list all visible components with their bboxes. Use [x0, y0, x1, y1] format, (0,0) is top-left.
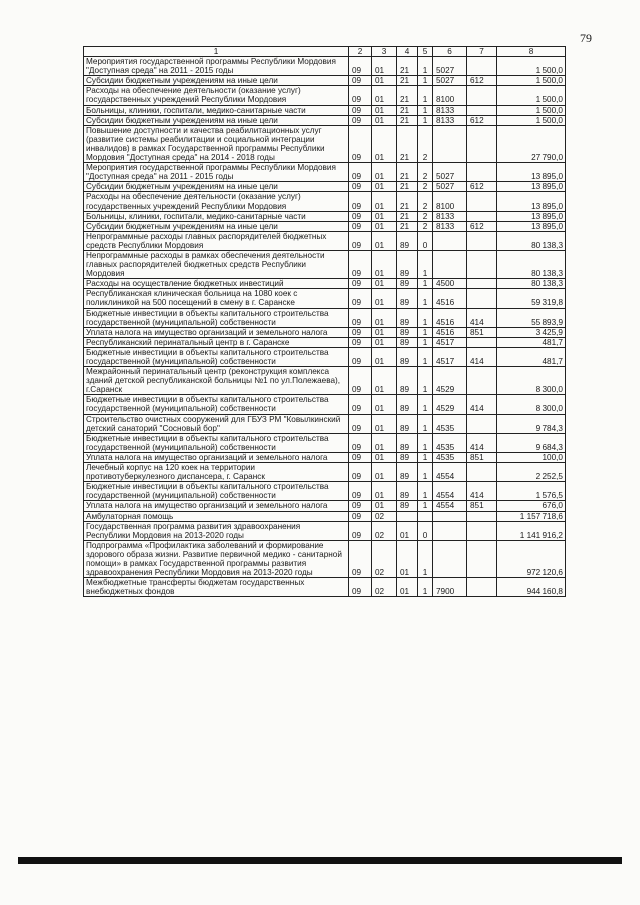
row-code-c4: 89 — [397, 482, 418, 501]
row-name: Лечебный корпус на 120 коек на территории противотуберкулезного диспансера, г. Саранск — [84, 463, 349, 482]
row-name: Уплата налога на имущество организаций и земельного налога — [84, 501, 349, 511]
row-code-c3: 01 — [372, 414, 397, 433]
row-code-c5: 1 — [418, 463, 433, 482]
row-code-c7 — [467, 279, 497, 289]
row-amount: 13 895,0 — [497, 221, 566, 231]
row-code-c7 — [467, 57, 497, 76]
row-code-c6: 4516 — [433, 289, 467, 308]
row-code-c5: 1 — [418, 279, 433, 289]
header-cell: 5 — [418, 47, 433, 57]
row-code-c6: 8133 — [433, 115, 467, 125]
row-name: Бюджетные инвестиции в объекты капитального строительства государственной (муниципальной) собственности — [84, 347, 349, 366]
row-code-c2: 09 — [349, 414, 372, 433]
table-row — [84, 86, 566, 105]
row-code-c6 — [433, 231, 467, 250]
table-row — [84, 76, 566, 86]
row-code-c3: 01 — [372, 452, 397, 462]
row-code-c6: 5027 — [433, 182, 467, 192]
row-name: Больницы, клиники, госпитали, медико-санитарные части — [84, 105, 349, 115]
table-row — [84, 211, 566, 221]
table-row — [84, 540, 566, 577]
row-name: Субсидии бюджетным учреждениям на иные цели — [84, 115, 349, 125]
row-code-c2: 09 — [349, 105, 372, 115]
row-code-c5: 0 — [418, 231, 433, 250]
row-code-c6: 4535 — [433, 452, 467, 462]
header-cell: 3 — [372, 47, 397, 57]
page-number: 79 — [580, 31, 592, 45]
row-code-c5: 2 — [418, 211, 433, 221]
row-code-c5: 1 — [418, 86, 433, 105]
row-code-c5: 1 — [418, 395, 433, 414]
row-code-c5: 2 — [418, 182, 433, 192]
row-code-c3: 01 — [372, 289, 397, 308]
row-code-c3: 02 — [372, 521, 397, 540]
row-code-c7 — [467, 578, 497, 597]
row-code-c3: 02 — [372, 578, 397, 597]
row-code-c7: 851 — [467, 327, 497, 337]
table-row — [84, 221, 566, 231]
row-name: Мероприятия государственной программы Республики Мордовия "Доступная среда" на 2011 - 2015 годы — [84, 163, 349, 182]
row-name: Строительство очистных сооружений для ГБУЗ РМ "Ковылкинский детский санаторий "Сосновый бор" — [84, 414, 349, 433]
header-cell: 1 — [84, 47, 349, 57]
row-code-c5: 1 — [418, 482, 433, 501]
row-code-c4: 21 — [397, 105, 418, 115]
row-code-c2: 09 — [349, 115, 372, 125]
row-amount: 80 138,3 — [497, 250, 566, 278]
row-amount: 1 500,0 — [497, 115, 566, 125]
row-code-c7 — [467, 163, 497, 182]
row-name: Бюджетные инвестиции в объекты капитального строительства государственной (муниципальной) собственности — [84, 433, 349, 452]
row-code-c6: 4554 — [433, 482, 467, 501]
row-code-c3: 02 — [372, 511, 397, 521]
table-body — [84, 57, 566, 597]
row-code-c7 — [467, 105, 497, 115]
table-row — [84, 231, 566, 250]
table-row — [84, 337, 566, 347]
header-cell: 8 — [497, 47, 566, 57]
row-code-c2: 09 — [349, 250, 372, 278]
row-code-c7: 612 — [467, 115, 497, 125]
row-amount: 80 138,3 — [497, 231, 566, 250]
table-row — [84, 463, 566, 482]
row-code-c4: 01 — [397, 521, 418, 540]
row-code-c6: 4517 — [433, 337, 467, 347]
row-amount: 27 790,0 — [497, 125, 566, 162]
row-code-c5: 1 — [418, 76, 433, 86]
row-name: Бюджетные инвестиции в объекты капитального строительства государственной (муниципальной) собственности — [84, 395, 349, 414]
table-row — [84, 578, 566, 597]
row-name: Субсидии бюджетным учреждениям на иные цели — [84, 221, 349, 231]
row-amount: 944 160,8 — [497, 578, 566, 597]
row-amount: 13 895,0 — [497, 182, 566, 192]
row-code-c2: 09 — [349, 125, 372, 162]
row-code-c6: 4517 — [433, 347, 467, 366]
table-header-row — [84, 47, 566, 57]
row-code-c4: 89 — [397, 289, 418, 308]
row-code-c4: 89 — [397, 327, 418, 337]
row-code-c4: 89 — [397, 231, 418, 250]
row-code-c3: 01 — [372, 192, 397, 211]
row-code-c2: 09 — [349, 578, 372, 597]
row-code-c2: 09 — [349, 395, 372, 414]
row-code-c5: 2 — [418, 192, 433, 211]
table-row — [84, 105, 566, 115]
row-code-c5: 1 — [418, 433, 433, 452]
row-amount: 1 500,0 — [497, 105, 566, 115]
row-code-c4: 21 — [397, 76, 418, 86]
row-amount: 80 138,3 — [497, 279, 566, 289]
row-amount: 1 157 718,6 — [497, 511, 566, 521]
row-code-c2: 09 — [349, 211, 372, 221]
row-code-c5: 1 — [418, 250, 433, 278]
row-code-c3: 01 — [372, 231, 397, 250]
row-code-c3: 02 — [372, 540, 397, 577]
row-code-c4: 21 — [397, 221, 418, 231]
row-name: Расходы на обеспечение деятельности (оказание услуг) государственных учреждений Республики Мордовия — [84, 192, 349, 211]
table-row — [84, 192, 566, 211]
row-code-c7 — [467, 86, 497, 105]
row-code-c4: 21 — [397, 192, 418, 211]
row-code-c6: 4529 — [433, 395, 467, 414]
row-code-c3: 01 — [372, 482, 397, 501]
row-code-c7: 414 — [467, 308, 497, 327]
table-row — [84, 250, 566, 278]
page-bottom-rule — [18, 857, 622, 864]
table-row — [84, 395, 566, 414]
row-code-c6: 8133 — [433, 105, 467, 115]
row-code-c7 — [467, 337, 497, 347]
row-name: Расходы на осуществление бюджетных инвестиций — [84, 279, 349, 289]
row-amount: 3 425,9 — [497, 327, 566, 337]
row-code-c7 — [467, 231, 497, 250]
row-code-c7 — [467, 125, 497, 162]
row-code-c3: 01 — [372, 367, 397, 395]
row-code-c7 — [467, 521, 497, 540]
row-code-c6: 8133 — [433, 221, 467, 231]
row-code-c4 — [397, 511, 418, 521]
row-code-c5 — [418, 511, 433, 521]
table-row — [84, 57, 566, 76]
row-amount: 100,0 — [497, 452, 566, 462]
row-code-c5: 0 — [418, 521, 433, 540]
header-cell: 7 — [467, 47, 497, 57]
row-amount: 1 141 916,2 — [497, 521, 566, 540]
row-name: Межбюджетные трансферты бюджетам государственных внебюджетных фондов — [84, 578, 349, 597]
row-code-c6: 4500 — [433, 279, 467, 289]
row-code-c3: 01 — [372, 250, 397, 278]
table-row — [84, 511, 566, 521]
row-code-c5: 2 — [418, 163, 433, 182]
row-code-c6: 4535 — [433, 414, 467, 433]
table-row — [84, 452, 566, 462]
row-code-c3: 01 — [372, 211, 397, 221]
row-code-c7: 414 — [467, 433, 497, 452]
row-code-c6 — [433, 540, 467, 577]
row-code-c7 — [467, 250, 497, 278]
row-name: Уплата налога на имущество организаций и земельного налога — [84, 452, 349, 462]
row-code-c7 — [467, 511, 497, 521]
table-row — [84, 347, 566, 366]
row-code-c2: 09 — [349, 279, 372, 289]
row-code-c4: 21 — [397, 86, 418, 105]
table-row — [84, 115, 566, 125]
row-name: Межрайонный перинатальный центр (реконструкция комплекса зданий детской республиканской больницы №1 по ул.Полежаева), г.Саранск — [84, 367, 349, 395]
row-code-c3: 01 — [372, 182, 397, 192]
table-row — [84, 163, 566, 182]
row-code-c3: 01 — [372, 115, 397, 125]
row-code-c3: 01 — [372, 125, 397, 162]
row-code-c7 — [467, 414, 497, 433]
row-name: Повышение доступности и качества реабилитационных услуг (развитие системы реабилитации и социальной интеграции инвалидов) в рамках Государственной программы Республики Мордовия "Доступная среда" на 2014 - 2018 годы — [84, 125, 349, 162]
row-code-c3: 01 — [372, 463, 397, 482]
row-code-c7 — [467, 211, 497, 221]
row-code-c5: 2 — [418, 125, 433, 162]
row-code-c3: 01 — [372, 105, 397, 115]
table-row — [84, 367, 566, 395]
row-code-c7 — [467, 367, 497, 395]
row-name: Подпрограмма «Профилактика заболеваний и формирование здорового образа жизни. Развитие первичной медико - санитарной помощи» в рамках Государственной программы развития здравоохранения Республики Мордовия на 2013-2020 годы — [84, 540, 349, 577]
row-code-c4: 21 — [397, 182, 418, 192]
row-code-c6: 4554 — [433, 501, 467, 511]
row-code-c2: 09 — [349, 192, 372, 211]
row-code-c5: 1 — [418, 501, 433, 511]
row-name: Расходы на обеспечение деятельности (оказание услуг) государственных учреждений Республики Мордовия — [84, 86, 349, 105]
row-code-c5: 2 — [418, 221, 433, 231]
row-name: Непрограммные расходы главных распорядителей бюджетных средств Республики Мордовия — [84, 231, 349, 250]
row-name: Непрограммные расходы в рамках обеспечения деятельности главных распорядителей бюджетных средств Республики Мордовия — [84, 250, 349, 278]
row-code-c6: 4529 — [433, 367, 467, 395]
budget-table — [83, 46, 566, 597]
row-amount: 1 576,5 — [497, 482, 566, 501]
row-name: Республиканская клиническая больница на 1080 коек с поликлиникой на 500 посещений в смену в г. Саранске — [84, 289, 349, 308]
row-code-c2: 09 — [349, 231, 372, 250]
row-code-c7: 414 — [467, 395, 497, 414]
row-name: Республиканский перинатальный центр в г. Саранске — [84, 337, 349, 347]
row-code-c2: 09 — [349, 337, 372, 347]
row-code-c2: 09 — [349, 501, 372, 511]
row-amount: 13 895,0 — [497, 211, 566, 221]
row-code-c4: 89 — [397, 250, 418, 278]
row-code-c3: 01 — [372, 163, 397, 182]
row-code-c2: 09 — [349, 347, 372, 366]
row-code-c7 — [467, 463, 497, 482]
row-name: Бюджетные инвестиции в объекты капитального строительства государственной (муниципальной) собственности — [84, 308, 349, 327]
row-code-c4: 21 — [397, 57, 418, 76]
table-row — [84, 482, 566, 501]
row-amount: 9 784,3 — [497, 414, 566, 433]
row-code-c2: 09 — [349, 308, 372, 327]
row-code-c7 — [467, 289, 497, 308]
row-code-c4: 21 — [397, 125, 418, 162]
row-code-c6: 7900 — [433, 578, 467, 597]
row-code-c2: 09 — [349, 327, 372, 337]
row-code-c4: 89 — [397, 463, 418, 482]
header-cell: 2 — [349, 47, 372, 57]
row-code-c4: 89 — [397, 337, 418, 347]
row-code-c2: 09 — [349, 452, 372, 462]
row-code-c6: 5027 — [433, 57, 467, 76]
row-amount: 8 300,0 — [497, 395, 566, 414]
row-code-c3: 01 — [372, 433, 397, 452]
row-code-c2: 09 — [349, 289, 372, 308]
row-name: Амбулаторная помощь — [84, 511, 349, 521]
row-name: Бюджетные инвестиции в объекты капитального строительства государственной (муниципальной) собственности — [84, 482, 349, 501]
row-code-c7 — [467, 540, 497, 577]
row-code-c4: 89 — [397, 367, 418, 395]
row-name: Государственная программа развития здравоохранения Республики Мордовия на 2013-2020 годы — [84, 521, 349, 540]
row-amount: 676,0 — [497, 501, 566, 511]
row-code-c7: 851 — [467, 501, 497, 511]
row-amount: 1 500,0 — [497, 76, 566, 86]
row-amount: 9 684,3 — [497, 433, 566, 452]
header-cell: 6 — [433, 47, 467, 57]
row-code-c6: 8100 — [433, 192, 467, 211]
row-code-c3: 01 — [372, 308, 397, 327]
row-amount: 1 500,0 — [497, 57, 566, 76]
row-code-c6 — [433, 511, 467, 521]
table-row — [84, 182, 566, 192]
row-code-c3: 01 — [372, 501, 397, 511]
header-cell: 4 — [397, 47, 418, 57]
table-row — [84, 501, 566, 511]
row-amount: 13 895,0 — [497, 163, 566, 182]
row-code-c4: 01 — [397, 540, 418, 577]
row-code-c4: 89 — [397, 414, 418, 433]
table-row — [84, 414, 566, 433]
row-code-c2: 09 — [349, 221, 372, 231]
row-code-c2: 09 — [349, 521, 372, 540]
row-code-c6 — [433, 521, 467, 540]
row-code-c3: 01 — [372, 337, 397, 347]
row-code-c3: 01 — [372, 279, 397, 289]
row-code-c6: 8100 — [433, 86, 467, 105]
row-code-c2: 09 — [349, 367, 372, 395]
row-code-c3: 01 — [372, 57, 397, 76]
table-row — [84, 521, 566, 540]
table-row — [84, 125, 566, 162]
row-code-c5: 1 — [418, 414, 433, 433]
row-code-c4: 21 — [397, 163, 418, 182]
row-code-c4: 89 — [397, 501, 418, 511]
row-code-c6: 5027 — [433, 163, 467, 182]
row-code-c2: 09 — [349, 76, 372, 86]
row-code-c2: 09 — [349, 482, 372, 501]
row-code-c5: 1 — [418, 347, 433, 366]
row-amount: 972 120,6 — [497, 540, 566, 577]
row-code-c6 — [433, 125, 467, 162]
row-code-c6: 4516 — [433, 308, 467, 327]
row-code-c4: 01 — [397, 578, 418, 597]
row-name: Больницы, клиники, госпитали, медико-санитарные части — [84, 211, 349, 221]
row-code-c7: 612 — [467, 76, 497, 86]
row-code-c5: 1 — [418, 337, 433, 347]
row-amount: 1 500,0 — [497, 86, 566, 105]
row-code-c3: 01 — [372, 327, 397, 337]
row-code-c3: 01 — [372, 86, 397, 105]
row-name: Мероприятия государственной программы Республики Мордовия "Доступная среда" на 2011 - 2015 годы — [84, 57, 349, 76]
row-code-c7: 414 — [467, 482, 497, 501]
row-code-c3: 01 — [372, 347, 397, 366]
row-code-c3: 01 — [372, 395, 397, 414]
row-code-c4: 21 — [397, 211, 418, 221]
row-code-c2: 09 — [349, 86, 372, 105]
row-code-c2: 09 — [349, 511, 372, 521]
row-code-c2: 09 — [349, 433, 372, 452]
row-code-c2: 09 — [349, 163, 372, 182]
row-code-c4: 89 — [397, 308, 418, 327]
row-code-c5: 1 — [418, 289, 433, 308]
table-row — [84, 279, 566, 289]
row-code-c5: 1 — [418, 367, 433, 395]
table-row — [84, 289, 566, 308]
row-code-c5: 1 — [418, 327, 433, 337]
row-code-c2: 09 — [349, 182, 372, 192]
row-amount: 2 252,5 — [497, 463, 566, 482]
row-code-c4: 89 — [397, 433, 418, 452]
row-code-c6: 4554 — [433, 463, 467, 482]
row-code-c6: 4535 — [433, 433, 467, 452]
row-code-c6 — [433, 250, 467, 278]
row-code-c5: 1 — [418, 578, 433, 597]
table-row — [84, 433, 566, 452]
row-code-c2: 09 — [349, 540, 372, 577]
row-code-c4: 89 — [397, 395, 418, 414]
row-code-c5: 1 — [418, 540, 433, 577]
row-amount: 55 893,9 — [497, 308, 566, 327]
row-code-c5: 1 — [418, 105, 433, 115]
row-code-c7: 612 — [467, 182, 497, 192]
row-code-c5: 1 — [418, 115, 433, 125]
row-code-c4: 89 — [397, 347, 418, 366]
row-code-c5: 1 — [418, 57, 433, 76]
row-code-c7 — [467, 192, 497, 211]
row-code-c4: 89 — [397, 279, 418, 289]
row-code-c6: 4516 — [433, 327, 467, 337]
row-amount: 481,7 — [497, 347, 566, 366]
row-code-c6: 8133 — [433, 211, 467, 221]
row-amount: 13 895,0 — [497, 192, 566, 211]
row-code-c4: 21 — [397, 115, 418, 125]
row-code-c3: 01 — [372, 76, 397, 86]
row-name: Субсидии бюджетным учреждениям на иные цели — [84, 76, 349, 86]
row-amount: 481,7 — [497, 337, 566, 347]
row-code-c4: 89 — [397, 452, 418, 462]
row-amount: 8 300,0 — [497, 367, 566, 395]
row-name: Субсидии бюджетным учреждениям на иные цели — [84, 182, 349, 192]
row-code-c7: 612 — [467, 221, 497, 231]
row-code-c5: 1 — [418, 308, 433, 327]
row-code-c2: 09 — [349, 463, 372, 482]
row-name: Уплата налога на имущество организаций и земельного налога — [84, 327, 349, 337]
row-code-c3: 01 — [372, 221, 397, 231]
table-row — [84, 327, 566, 337]
row-code-c5: 1 — [418, 452, 433, 462]
row-amount: 59 319,8 — [497, 289, 566, 308]
table-row — [84, 308, 566, 327]
row-code-c6: 5027 — [433, 76, 467, 86]
row-code-c7: 414 — [467, 347, 497, 366]
row-code-c2: 09 — [349, 57, 372, 76]
row-code-c7: 851 — [467, 452, 497, 462]
